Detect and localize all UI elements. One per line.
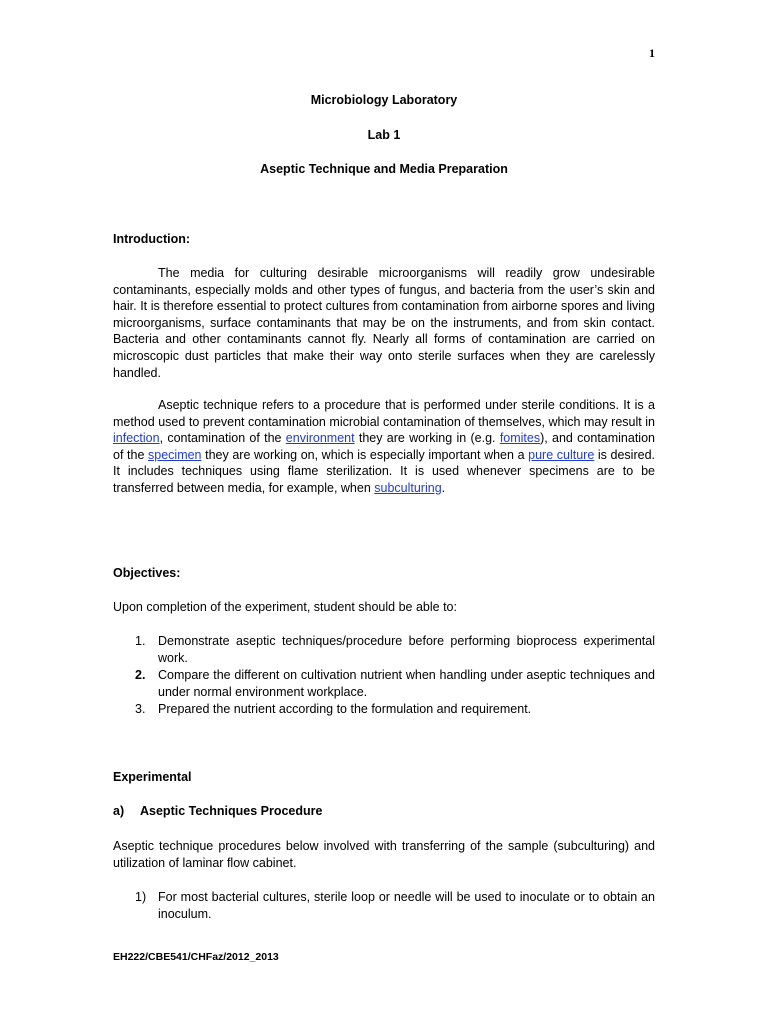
- paragraph-text: .: [441, 480, 446, 495]
- introduction-heading: Introduction:: [113, 232, 191, 246]
- lab-number: Lab 1: [367, 128, 401, 142]
- introduction-paragraph-2: [113, 397, 655, 497]
- paragraph-text: , contamination of the: [159, 431, 286, 446]
- objectives-heading: Objectives:: [113, 566, 181, 580]
- objective-item: [113, 667, 655, 701]
- paragraph-text: they are working in (e.g.: [354, 431, 500, 446]
- objectives-intro: Upon completion of the experiment, student should be able to:: [113, 600, 457, 614]
- paragraph-text: ), and contamination of the: [113, 431, 655, 462]
- subheading-label: a): [113, 804, 125, 818]
- experimental-heading: Experimental: [113, 770, 192, 784]
- objective-number: 3.: [135, 702, 146, 716]
- experimental-intro: Aseptic technique procedures below involved with transferring of the sample (subculturing) and utilization of laminar flow cabinet.: [113, 839, 655, 870]
- subculturing-link[interactable]: subculturing: [374, 480, 442, 495]
- step-number: 1): [135, 890, 147, 904]
- pure-culture-link[interactable]: pure culture: [528, 447, 595, 462]
- page-footer: EH222/CBE541/CHFaz/2012_2013: [113, 951, 279, 963]
- objective-text: Demonstrate aseptic techniques/procedure before performing bioprocess experimental work.: [158, 634, 655, 665]
- objective-item: [113, 633, 655, 667]
- paragraph-text: they are working on, which is especially important when a: [201, 447, 529, 462]
- fomites-link[interactable]: fomites: [499, 431, 541, 446]
- objective-number: 2.: [135, 668, 146, 682]
- step-text: For most bacterial cultures, sterile loop or needle will be used to inoculate or to obtain an inoculum.: [158, 890, 655, 921]
- aseptic-procedure-subheading: Aseptic Techniques Procedure: [140, 804, 323, 818]
- objective-item: [113, 701, 655, 718]
- document-title: Aseptic Technique and Media Preparation: [260, 162, 508, 176]
- paragraph-text: Aseptic technique refers to a procedure that is performed under sterile conditions. It is a method used to prevent contamination microbial contamination of themselves, which may result in: [113, 398, 655, 429]
- specimen-link[interactable]: specimen: [148, 447, 202, 462]
- introduction-paragraph-1: The media for culturing desirable microorganisms will readily grow undesirable contaminants, especially molds and other types of fungus, and bacteria from the user’s skin and hair. It is therefore essential to protect cultures from contamination from airborne spores and living microorganisms, surface contaminants that may be on the instruments, and from skin contact. Bacteria and other contaminants cannot fly. Nearly all forms of contamination are carried on microscopic dust particles that make their way onto sterile surfaces when they are carelessly handled.: [113, 266, 655, 380]
- procedure-step: [113, 889, 655, 923]
- paragraph-text: is desired. It includes techniques using flame sterilization. It is used whenever specimens are to be transferred between media, for example, when: [113, 447, 655, 495]
- page-number: 1: [649, 46, 655, 60]
- objective-text: Compare the different on cultivation nutrient when handling under aseptic techniques and under normal environment workplace.: [158, 668, 655, 699]
- environment-link[interactable]: environment: [285, 431, 355, 446]
- objective-text: Prepared the nutrient according to the formulation and requirement.: [158, 702, 532, 716]
- course-title: Microbiology Laboratory: [310, 93, 458, 107]
- objective-number: 1.: [135, 634, 146, 648]
- infection-link[interactable]: infection: [113, 431, 160, 446]
